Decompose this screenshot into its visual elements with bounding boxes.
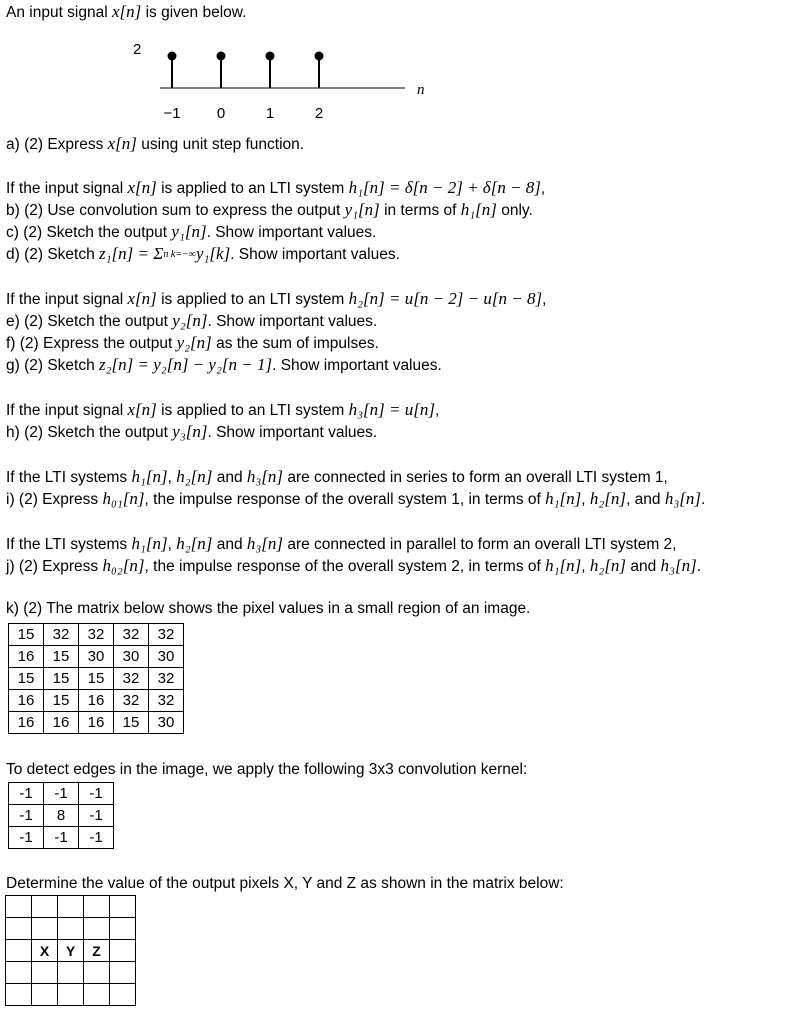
pixel-cell: 30: [149, 712, 184, 734]
output-cell: [32, 896, 58, 918]
question-f: f) (2) Express the output y₂[n] as the sum of impulses.: [6, 333, 379, 352]
output-cell: [58, 918, 84, 940]
output-cell: [58, 896, 84, 918]
question-k: k) (2) The matrix below shows the pixel values in a small region of an image.: [6, 600, 531, 617]
pixel-cell: 15: [9, 668, 44, 690]
pixel-cell: 15: [114, 712, 149, 734]
pixel-cell: 30: [114, 646, 149, 668]
question-h: h) (2) Sketch the output y₃[n]. Show important values.: [6, 422, 378, 441]
output-cell: X: [32, 940, 58, 962]
pixel-cell: 30: [149, 646, 184, 668]
output-cell: [84, 896, 110, 918]
question-c: c) (2) Sketch the output y₁[n]. Show important values.: [6, 222, 377, 241]
kernel-cell: -1: [44, 827, 79, 849]
table-row: [9, 624, 184, 646]
stem-plot: [120, 36, 440, 126]
intro-line: [6, 2, 246, 23]
output-cell: [84, 962, 110, 984]
output-cell: [110, 940, 136, 962]
system2-intro: If the input signal x[n] is applied to an LTI system h₂[n] = u[n − 2] − u[n − 8],: [6, 289, 547, 308]
question-e: e) (2) Sketch the output y₂[n]. Show important values.: [6, 311, 378, 330]
intro-text-end: is given below.: [141, 4, 247, 21]
output-cell: [6, 896, 32, 918]
parallel-intro: If the LTI systems h₁[n], h₂[n] and h₃[n] are connected in parallel to form an overall LTI system 2,: [6, 534, 677, 553]
axis-label-n: n: [417, 82, 425, 98]
kernel-cell: -1: [79, 783, 114, 805]
pixel-cell: 16: [9, 712, 44, 734]
pixel-matrix: [8, 623, 184, 734]
pixel-cell: 32: [114, 690, 149, 712]
output-cell: [6, 984, 32, 1006]
pixel-cell: 30: [79, 646, 114, 668]
kernel-cell: 8: [44, 805, 79, 827]
question-g: g) (2) Sketch z₂[n] = y₂[n] − y₂[n − 1]. Show important values.: [6, 355, 442, 374]
question-i: i) (2) Express h₀₁[n], the impulse response of the overall system 1, in terms of h₁[n], h₂[n], and h₃[n].: [6, 489, 706, 508]
kernel-cell: -1: [9, 827, 44, 849]
tick-label: −1: [163, 105, 181, 122]
output-cell: Z: [84, 940, 110, 962]
output-intro: Determine the value of the output pixels X, Y and Z as shown in the matrix below:: [6, 875, 564, 892]
pixel-cell: 32: [149, 690, 184, 712]
tick-label: 0: [216, 105, 226, 122]
stems: [163, 52, 323, 123]
amplitude-label: 2: [133, 41, 142, 58]
pixel-cell: 32: [114, 624, 149, 646]
system1-intro: If the input signal x[n] is applied to an LTI system h₁[n] = δ[n − 2] + δ[n − 8],: [6, 178, 546, 197]
kernel-cell: -1: [79, 805, 114, 827]
intro-text: An input signal: [6, 4, 112, 21]
system3-intro: If the input signal x[n] is applied to an LTI system h₃[n] = u[n],: [6, 400, 440, 419]
pixel-cell: 15: [44, 668, 79, 690]
output-cell: [32, 984, 58, 1006]
stem-point: [266, 52, 275, 61]
stem-point: [315, 52, 324, 61]
kernel-cell: -1: [9, 783, 44, 805]
pixel-cell: 16: [9, 646, 44, 668]
pixel-cell: 15: [9, 624, 44, 646]
stem-point: [168, 52, 177, 61]
tick-label: 2: [314, 105, 324, 122]
table-row: [6, 918, 136, 940]
output-cell: [110, 918, 136, 940]
kernel-intro: To detect edges in the image, we apply the following 3x3 convolution kernel:: [6, 761, 528, 778]
pixel-cell: 32: [114, 668, 149, 690]
intro-signal: x[n]: [112, 2, 142, 21]
output-cell: [32, 918, 58, 940]
pixel-cell: 32: [149, 624, 184, 646]
stem-point: [217, 52, 226, 61]
output-cell: [6, 918, 32, 940]
output-cell: [58, 984, 84, 1006]
output-cell: [6, 940, 32, 962]
kernel-matrix: [8, 782, 114, 849]
question-d: d) (2) Sketch z₁[n] = Σn k=−∞y₁[k]. Show important values.: [6, 244, 400, 263]
table-row: [6, 896, 136, 918]
pixel-cell: 16: [44, 712, 79, 734]
table-row: [9, 712, 184, 734]
output-cell: [110, 896, 136, 918]
output-cell: [84, 984, 110, 1006]
kernel-cell: -1: [44, 783, 79, 805]
pixel-cell: 15: [79, 668, 114, 690]
output-cell: [32, 962, 58, 984]
output-matrix: [5, 895, 136, 1006]
table-row: [9, 783, 114, 805]
pixel-cell: 15: [44, 646, 79, 668]
pixel-cell: 32: [79, 624, 114, 646]
tick-label: 1: [265, 105, 275, 122]
table-row: [6, 940, 136, 962]
pixel-cell: 16: [79, 690, 114, 712]
table-row: [9, 690, 184, 712]
question-a: a) (2) Express x[n] using unit step function.: [6, 134, 305, 153]
output-cell: [6, 962, 32, 984]
table-row: [6, 984, 136, 1006]
series-intro: If the LTI systems h₁[n], h₂[n] and h₃[n] are connected in series to form an overall LTI system 1,: [6, 467, 668, 486]
kernel-cell: -1: [79, 827, 114, 849]
output-cell: [58, 962, 84, 984]
table-row: [9, 646, 184, 668]
table-row: [9, 827, 114, 849]
table-row: [9, 805, 114, 827]
table-row: [6, 962, 136, 984]
question-b: b) (2) Use convolution sum to express the output y₁[n] in terms of h₁[n] only.: [6, 200, 533, 219]
table-row: [9, 668, 184, 690]
output-cell: [110, 962, 136, 984]
question-j: j) (2) Express h₀₂[n], the impulse response of the overall system 2, in terms of h₁[n], h₂[n] and h₃[n].: [6, 556, 702, 575]
pixel-cell: 15: [44, 690, 79, 712]
pixel-cell: 16: [9, 690, 44, 712]
pixel-cell: 32: [44, 624, 79, 646]
output-cell: [84, 918, 110, 940]
pixel-cell: 32: [149, 668, 184, 690]
kernel-cell: -1: [9, 805, 44, 827]
output-cell: [110, 984, 136, 1006]
output-cell: Y: [58, 940, 84, 962]
pixel-cell: 16: [79, 712, 114, 734]
